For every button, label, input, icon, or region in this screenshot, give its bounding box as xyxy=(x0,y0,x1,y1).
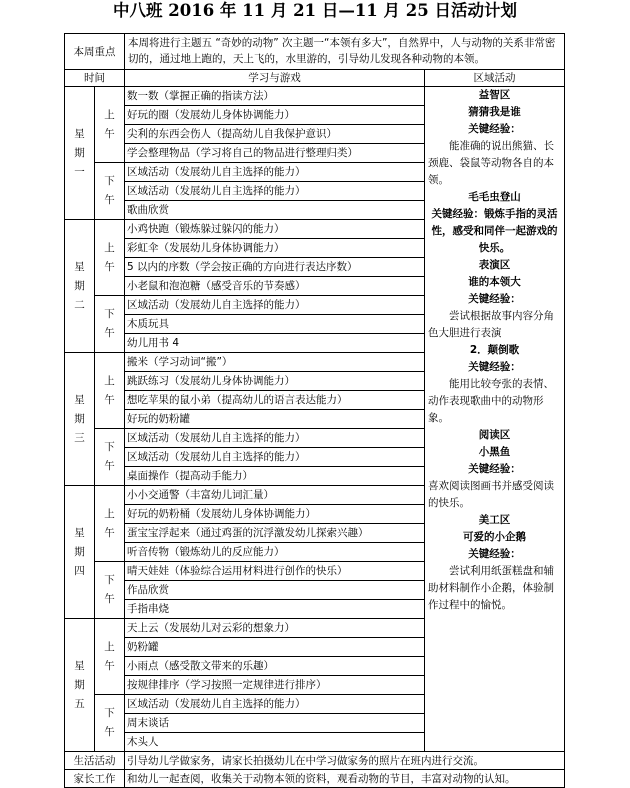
day-label xyxy=(65,486,95,619)
activity-item: 区域活动（发展幼儿自主选择的能力） xyxy=(125,429,425,448)
area-description: 尝试根据故事内容分角色大胆进行表演 xyxy=(428,310,554,339)
day-label-text: 星 期 一 xyxy=(74,127,85,178)
area-heading: 小黑鱼 xyxy=(478,446,511,458)
activity-item: 区域活动（发展幼儿自主选择的能力） xyxy=(125,182,425,201)
activity-item: 5 以内的序数（学会按正确的方向进行表达序数） xyxy=(125,258,425,277)
activity-item: 尖利的东西会伤人（提高幼儿自我保护意识） xyxy=(125,125,425,144)
life-activities-text: 引导幼儿学做家务，请家长拍摄幼儿在中学习做家务的照片在班内进行交流。 xyxy=(125,752,565,770)
area-description: 喜欢阅读图画书并感受阅读的快乐。 xyxy=(428,480,554,509)
activity-item: 搬米（学习动词“搬”） xyxy=(125,353,425,372)
activity-item: 小鸡快跑（锻炼躲过躲闪的能力） xyxy=(125,220,425,239)
activity-item: 好玩的奶粉桶（发展幼儿身体协调能力） xyxy=(125,505,425,524)
activity-item: 学会整理物品（学习将自己的物品进行整理归类） xyxy=(125,144,425,163)
area-heading: 可爱的小企鹅 xyxy=(463,531,526,543)
activity-item: 蛋宝宝浮起来（通过鸡蛋的沉浮激发幼儿探索兴趣） xyxy=(125,524,425,543)
afternoon-label xyxy=(95,695,125,752)
area-heading: 猜猜我是谁 xyxy=(468,106,521,118)
area-heading: 美工区 xyxy=(478,514,511,526)
life-activities-label: 生活活动 xyxy=(65,752,125,770)
area-heading: 2．颠倒歌 xyxy=(469,344,520,356)
area-heading: 谁的本领大 xyxy=(468,276,521,288)
area-heading: 关键经验： xyxy=(468,463,521,475)
day-label-text: 星 期 二 xyxy=(74,260,85,311)
day-label-text: 星 期 三 xyxy=(74,393,85,444)
morning-label-text: 上 午 xyxy=(104,241,115,273)
area-heading: 益智区 xyxy=(478,89,511,101)
activity-item: 区域活动（发展幼儿自主选择的能力） xyxy=(125,695,425,714)
activity-item: 小雨点（感受散文带来的乐趣） xyxy=(125,657,425,676)
activity-item: 晴天娃娃（体验综合运用材料进行创作的快乐） xyxy=(125,562,425,581)
morning-label-text: 上 午 xyxy=(104,640,115,672)
activity-item: 彩虹伞（发展幼儿身体协调能力） xyxy=(125,239,425,258)
page-title: 中八班 2016 年 11 月 21 日—11 月 25 日活动计划 xyxy=(113,1,517,20)
activity-item: 小老鼠和泡泡糖（感受音乐的节奏感） xyxy=(125,277,425,296)
day-label xyxy=(65,220,95,353)
area-description: 尝试利用纸蛋糕盘和辅助材料制作小企鹅，体验制作过程中的愉悦。 xyxy=(428,565,554,611)
activity-item: 幼儿用书 4 xyxy=(125,334,425,353)
afternoon-label-text: 下 午 xyxy=(104,441,115,472)
area-heading: 关键经验： xyxy=(468,123,521,135)
morning-label xyxy=(95,87,125,163)
morning-label-text: 上 午 xyxy=(104,374,115,406)
day-label xyxy=(65,619,95,752)
afternoon-label-text: 下 午 xyxy=(104,308,115,339)
activity-item: 周末谈话 xyxy=(125,714,425,733)
afternoon-label xyxy=(95,296,125,353)
header-area-activities: 区域活动 xyxy=(425,70,565,87)
activity-item: 跳跃练习（发展幼儿身体协调能力） xyxy=(125,372,425,391)
area-heading: 阅读区 xyxy=(478,429,511,441)
header-time: 时间 xyxy=(65,70,125,87)
area-heading: 关键经验：锻炼手指的灵活性，感受和同伴一起游戏的快乐。 xyxy=(431,208,558,254)
activity-item: 区域活动（发展幼儿自主选择的能力） xyxy=(125,163,425,182)
focus-label: 本周重点 xyxy=(65,34,125,70)
focus-text: 本周将进行主题五 “奇妙的动物” 次主题一“本领有多大”，自然界中，人与动物的关系非常密切的，通过地上跑的，天上飞的，水里游的，引导幼儿发现各种动物的本领。 xyxy=(125,34,565,70)
activity-item: 小小交通警（丰富幼儿词汇量） xyxy=(125,486,425,505)
activity-item: 歌曲欣赏 xyxy=(125,201,425,220)
area-heading: 关键经验： xyxy=(468,293,521,305)
activity-item: 按规律排序（学习按照一定规律进行排序） xyxy=(125,676,425,695)
activity-plan-table xyxy=(64,33,565,788)
parent-work-text: 和幼儿一起查阅，收集关于动物本领的资料，观看动物的节目，丰富对动物的认知。 xyxy=(125,770,565,788)
area-heading: 关键经验： xyxy=(468,548,521,560)
afternoon-label xyxy=(95,429,125,486)
activity-item: 听音传物（锻炼幼儿的反应能力） xyxy=(125,543,425,562)
morning-label-text: 上 午 xyxy=(104,507,115,539)
day-label-text: 星 期 五 xyxy=(74,659,85,710)
parent-work-label: 家长工作 xyxy=(65,770,125,788)
activity-item: 奶粉罐 xyxy=(125,638,425,657)
morning-label xyxy=(95,220,125,296)
area-heading: 关键经验： xyxy=(468,361,521,373)
activity-item: 作品欣赏 xyxy=(125,581,425,600)
area-description: 能用比较夸张的表情、动作表现歌曲中的动物形象。 xyxy=(428,378,554,424)
activity-item: 好玩的奶粉罐 xyxy=(125,410,425,429)
activity-item: 木质玩具 xyxy=(125,315,425,334)
activity-item: 区域活动（发展幼儿自主选择的能力） xyxy=(125,448,425,467)
area-description: 能准确的说出熊猫、长颈鹿、袋鼠等动物各自的本领。 xyxy=(428,140,554,186)
activity-item: 数一数（掌握正确的指读方法） xyxy=(125,87,425,106)
day-label xyxy=(65,353,95,486)
activity-item: 区域活动（发展幼儿自主选择的能力） xyxy=(125,296,425,315)
day-label-text: 星 期 四 xyxy=(74,526,85,577)
morning-label xyxy=(95,619,125,695)
area-activities xyxy=(425,87,565,752)
afternoon-label-text: 下 午 xyxy=(104,574,115,605)
header-learning-games: 学习与游戏 xyxy=(125,70,425,87)
activity-item: 天上云（发展幼儿对云彩的想象力） xyxy=(125,619,425,638)
day-label xyxy=(65,87,95,220)
morning-label xyxy=(95,353,125,429)
afternoon-label xyxy=(95,163,125,220)
morning-label-text: 上 午 xyxy=(104,108,115,140)
activity-item: 手指串烧 xyxy=(125,600,425,619)
afternoon-label-text: 下 午 xyxy=(104,707,115,738)
area-heading: 毛毛虫登山 xyxy=(468,191,521,203)
activity-item: 桌面操作（提高动手能力） xyxy=(125,467,425,486)
activity-item: 木头人 xyxy=(125,733,425,752)
afternoon-label-text: 下 午 xyxy=(104,175,115,206)
activity-item: 想吃苹果的鼠小弟（提高幼儿的语言表达能力） xyxy=(125,391,425,410)
afternoon-label xyxy=(95,562,125,619)
area-heading: 表演区 xyxy=(478,259,511,271)
activity-item: 好玩的圈（发展幼儿身体协调能力） xyxy=(125,106,425,125)
morning-label xyxy=(95,486,125,562)
